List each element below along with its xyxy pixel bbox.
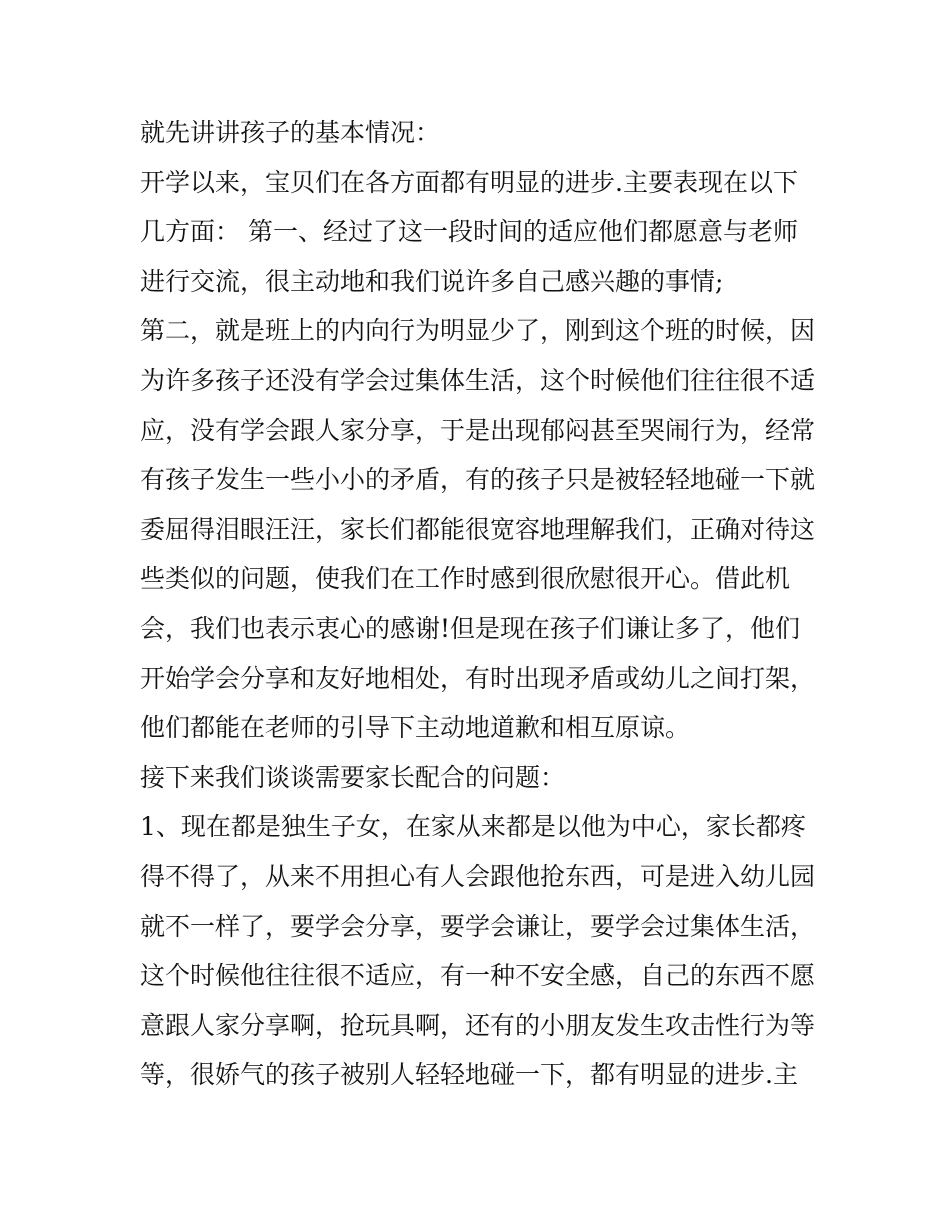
text-line: 第二，就是班上的内向行为明显少了，刚到这个班的时候，因 xyxy=(140,316,816,346)
text-line: 有孩子发生一些小小的矛盾，有的孩子只是被轻轻地碰一下就 xyxy=(140,465,816,495)
text-line: 进行交流，很主动地和我们说许多自己感兴趣的事情; xyxy=(140,266,724,296)
text-line: 意跟人家分享啊，抢玩具啊，还有的小朋友发生攻击性行为等 xyxy=(140,1010,816,1040)
text-line: 他们都能在老师的引导下主动地道歉和相互原谅。 xyxy=(140,713,691,743)
text-line: 等，很娇气的孩子被别人轻轻地碰一下，都有明显的进步.主 xyxy=(140,1060,798,1090)
text-line: 委屈得泪眼汪汪，家长们都能很宽容地理解我们，正确对待这 xyxy=(140,514,816,544)
text-line: 接下来我们谈谈需要家长配合的问题： xyxy=(140,762,566,792)
text-line: 就先讲讲孩子的基本情况： xyxy=(140,118,441,147)
text-line: 就不一样了，要学会分享，要学会谦让，要学会过集体生活， xyxy=(140,911,816,941)
text-line: 会，我们也表示衷心的感谢!但是现在孩子们谦让多了，他们 xyxy=(140,613,801,643)
text-line: 几方面： 第一、经过了这一段时间的适应他们都愿意与老师 xyxy=(140,217,798,247)
text-line: 开始学会分享和友好地相处，有时出现矛盾或幼儿之间打架， xyxy=(140,663,816,693)
text-line: 应，没有学会跟人家分享，于是出现郁闷甚至哭闹行为，经常 xyxy=(140,415,816,445)
text-line: 得不得了，从来不用担心有人会跟他抢东西，可是进入幼儿园 xyxy=(140,861,816,891)
text-line: 这个时候他往往很不适应，有一种不安全感，自己的东西不愿 xyxy=(140,961,816,991)
text-line: 为许多孩子还没有学会过集体生活，这个时候他们往往很不适 xyxy=(140,365,816,395)
text-line: 1、现在都是独生子女，在家从来都是以他为中心，家长都疼 xyxy=(140,812,806,842)
text-line: 些类似的问题，使我们在工作时感到很欣慰很开心。借此机 xyxy=(140,564,791,594)
text-line: 开学以来，宝贝们在各方面都有明显的进步.主要表现在以下 xyxy=(140,167,798,197)
document-body xyxy=(140,108,820,1100)
